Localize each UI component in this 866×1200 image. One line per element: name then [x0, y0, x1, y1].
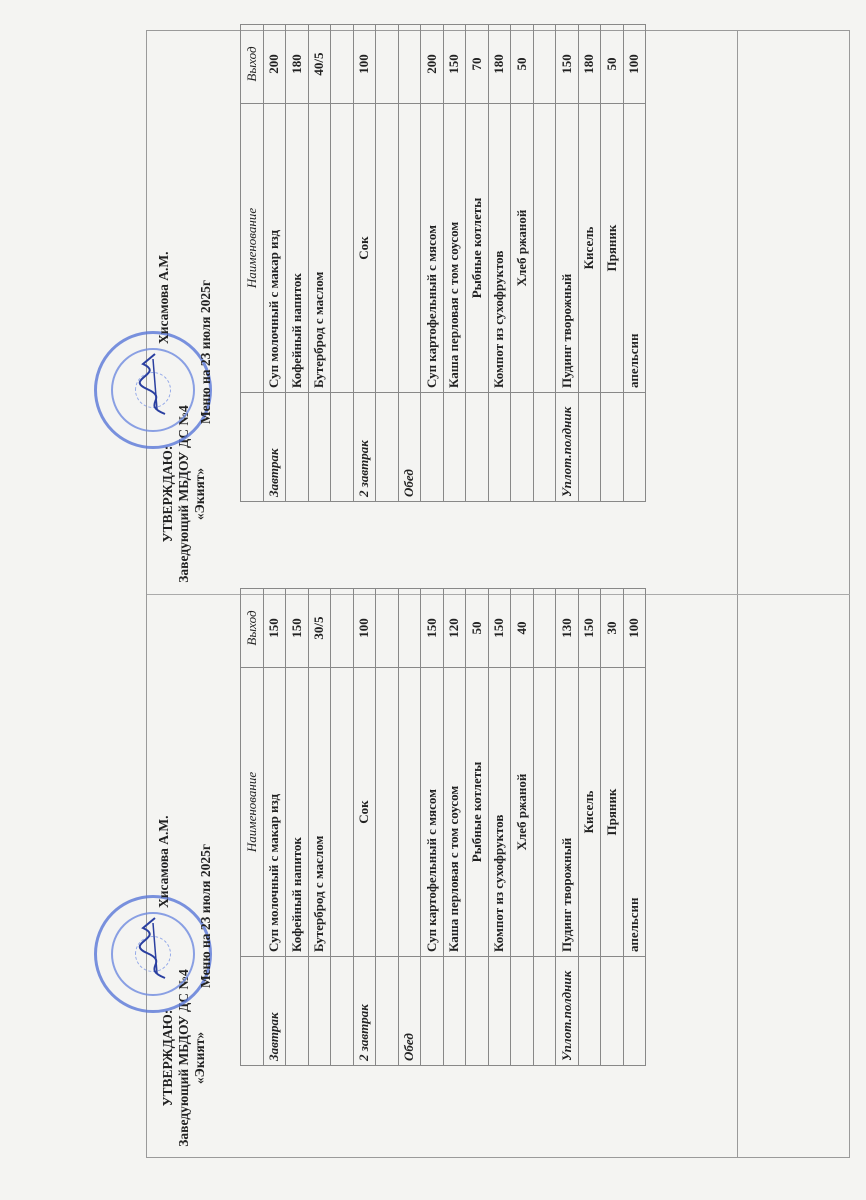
dish-name-cell: Бутерброд с маслом: [308, 104, 331, 393]
meal-cell: [421, 957, 444, 1066]
dish-name-cell: Сок: [353, 668, 376, 957]
menu-table: [240, 588, 646, 1066]
dish-name-cell: Сок: [353, 104, 376, 393]
output-cell: 30: [601, 589, 624, 668]
meal-cell: Завтрак: [263, 957, 286, 1066]
table-row: [421, 589, 444, 1066]
table-row: [511, 589, 534, 1066]
dish-name-cell: Компот из сухофруктов: [488, 668, 511, 957]
dish-name-cell: Суп молочный с макар изд: [263, 668, 286, 957]
meal-cell: [376, 393, 399, 502]
table-row: [286, 25, 309, 502]
meal-cell: 2 завтрак: [353, 957, 376, 1066]
output-cell: 150: [488, 589, 511, 668]
output-cell: 120: [443, 589, 466, 668]
output-cell: 100: [353, 589, 376, 668]
approval-org: «Экият»: [192, 1031, 207, 1085]
meal-cell: [533, 957, 556, 1066]
table-row: [511, 25, 534, 502]
dish-name-cell: Суп картофельный с мясом: [421, 104, 444, 393]
output-cell: [533, 25, 556, 104]
column-header-name: Наименование: [241, 104, 264, 393]
meal-cell: [578, 393, 601, 502]
table-row: [601, 25, 624, 502]
signature-image: [135, 349, 175, 419]
dish-name-cell: Хлеб ржаной: [511, 104, 534, 393]
menu-date-title: Меню на 23 июля 2025г: [198, 280, 213, 424]
output-cell: [376, 25, 399, 104]
dish-name-cell: Кисель: [578, 668, 601, 957]
dish-name-cell: Суп молочный с макар изд: [263, 104, 286, 393]
meal-cell: [601, 957, 624, 1066]
output-cell: 100: [353, 25, 376, 104]
output-cell: 150: [556, 25, 579, 104]
output-cell: [533, 589, 556, 668]
approval-title: УТВЕРЖДАЮ:: [160, 1009, 175, 1107]
table-row: [376, 589, 399, 1066]
output-cell: 130: [556, 589, 579, 668]
meal-cell: [331, 957, 354, 1066]
meal-cell: [511, 957, 534, 1066]
signer-name: Хисамова А.М.: [156, 251, 171, 344]
meal-cell: Уплот.полдник: [556, 393, 579, 502]
dish-name-cell: [331, 104, 354, 393]
table-row: [443, 589, 466, 1066]
output-cell: [331, 589, 354, 668]
meal-cell: [601, 393, 624, 502]
output-cell: 180: [578, 25, 601, 104]
dish-name-cell: Рыбные котлеты: [466, 104, 489, 393]
meal-cell: [511, 393, 534, 502]
output-cell: 50: [511, 25, 534, 104]
table-header-row: [241, 25, 264, 502]
table-row: [466, 25, 489, 502]
table-row: [466, 589, 489, 1066]
dish-name-cell: Пряник: [601, 104, 624, 393]
output-cell: [398, 589, 421, 668]
output-cell: 150: [443, 25, 466, 104]
dish-name-cell: [533, 668, 556, 957]
table-row: [533, 589, 556, 1066]
meal-cell: [488, 957, 511, 1066]
table-row: [533, 25, 556, 502]
output-cell: [398, 25, 421, 104]
menu-panel-left: [150, 588, 850, 1158]
dish-name-cell: [331, 668, 354, 957]
meal-cell: [421, 393, 444, 502]
table-row: [488, 25, 511, 502]
meal-cell: [443, 957, 466, 1066]
meal-cell: Завтрак: [263, 393, 286, 502]
output-cell: 180: [286, 25, 309, 104]
meal-cell: Обед: [398, 957, 421, 1066]
dish-name-cell: [398, 104, 421, 393]
table-row: [376, 25, 399, 502]
table-row: [331, 589, 354, 1066]
meal-cell: [466, 957, 489, 1066]
output-cell: [331, 25, 354, 104]
dish-name-cell: Кофейный напиток: [286, 104, 309, 393]
meal-cell: Уплот.полдник: [556, 957, 579, 1066]
signer-name: Хисамова А.М.: [156, 815, 171, 908]
output-cell: 50: [466, 589, 489, 668]
meal-cell: [308, 957, 331, 1066]
approval-title: УТВЕРЖДАЮ:: [160, 445, 175, 543]
meal-cell: 2 завтрак: [353, 393, 376, 502]
output-cell: 180: [488, 25, 511, 104]
meal-cell: [578, 957, 601, 1066]
dish-name-cell: Пудинг творожный: [556, 104, 579, 393]
table-row: [601, 589, 624, 1066]
output-cell: 30/5: [308, 589, 331, 668]
dish-name-cell: Компот из сухофруктов: [488, 104, 511, 393]
meal-cell: [623, 393, 646, 502]
column-header-name: Наименование: [241, 668, 264, 957]
table-row: [353, 25, 376, 502]
signature-image: [135, 913, 175, 983]
column-header-output: Выход: [241, 25, 264, 104]
output-cell: 200: [263, 25, 286, 104]
table-row: [556, 25, 579, 502]
table-row: [623, 589, 646, 1066]
table-row: [488, 589, 511, 1066]
dish-name-cell: Бутерброд с маслом: [308, 668, 331, 957]
output-cell: 150: [578, 589, 601, 668]
meal-cell: [308, 393, 331, 502]
menu-date-title: Меню на 23 июля 2025г: [198, 844, 213, 988]
meal-cell: [533, 393, 556, 502]
dish-name-cell: [533, 104, 556, 393]
table-row: [578, 589, 601, 1066]
output-cell: 200: [421, 25, 444, 104]
table-row: [421, 25, 444, 502]
table-row: [443, 25, 466, 502]
meal-cell: [286, 957, 309, 1066]
dish-name-cell: Суп картофельный с мясом: [421, 668, 444, 957]
dish-name-cell: Хлеб ржаной: [511, 668, 534, 957]
dish-name-cell: Каша перловая с том соусом: [443, 668, 466, 957]
table-row: [578, 25, 601, 502]
approval-position: Заведующий МБДОУ ДС №4: [176, 969, 191, 1147]
table-row: [623, 25, 646, 502]
meal-cell: Обед: [398, 393, 421, 502]
dish-name-cell: Каша перловая с том соусом: [443, 104, 466, 393]
table-row: [398, 25, 421, 502]
dish-name-cell: [398, 668, 421, 957]
dish-name-cell: [376, 668, 399, 957]
approval-position: Заведующий МБДОУ ДС №4: [176, 405, 191, 583]
output-cell: 150: [421, 589, 444, 668]
table-row: [263, 589, 286, 1066]
menu-table: [240, 24, 646, 502]
output-cell: 100: [623, 589, 646, 668]
dish-name-cell: апельсин: [623, 104, 646, 393]
table-row: [308, 589, 331, 1066]
output-cell: 50: [601, 25, 624, 104]
meal-cell: [466, 393, 489, 502]
column-header-meal: [241, 957, 264, 1066]
output-cell: 150: [286, 589, 309, 668]
table-row: [308, 25, 331, 502]
dish-name-cell: [376, 104, 399, 393]
dish-name-cell: Пудинг творожный: [556, 668, 579, 957]
menu-panel-right: [150, 24, 850, 594]
output-cell: 150: [263, 589, 286, 668]
dish-name-cell: Кисель: [578, 104, 601, 393]
meal-cell: [488, 393, 511, 502]
table-row: [331, 25, 354, 502]
table-row: [556, 589, 579, 1066]
dish-name-cell: Рыбные котлеты: [466, 668, 489, 957]
meal-cell: [443, 393, 466, 502]
table-row: [286, 589, 309, 1066]
output-cell: 100: [623, 25, 646, 104]
meal-cell: [376, 957, 399, 1066]
output-cell: 40/5: [308, 25, 331, 104]
output-cell: 70: [466, 25, 489, 104]
meal-cell: [286, 393, 309, 502]
dish-name-cell: Пряник: [601, 668, 624, 957]
meal-cell: [623, 957, 646, 1066]
table-row: [263, 25, 286, 502]
column-header-meal: [241, 393, 264, 502]
column-header-output: Выход: [241, 589, 264, 668]
approval-org: «Экият»: [192, 467, 207, 521]
dish-name-cell: Кофейный напиток: [286, 668, 309, 957]
table-row: [353, 589, 376, 1066]
table-row: [398, 589, 421, 1066]
output-cell: [376, 589, 399, 668]
table-header-row: [241, 589, 264, 1066]
output-cell: 40: [511, 589, 534, 668]
meal-cell: [331, 393, 354, 502]
dish-name-cell: апельсин: [623, 668, 646, 957]
